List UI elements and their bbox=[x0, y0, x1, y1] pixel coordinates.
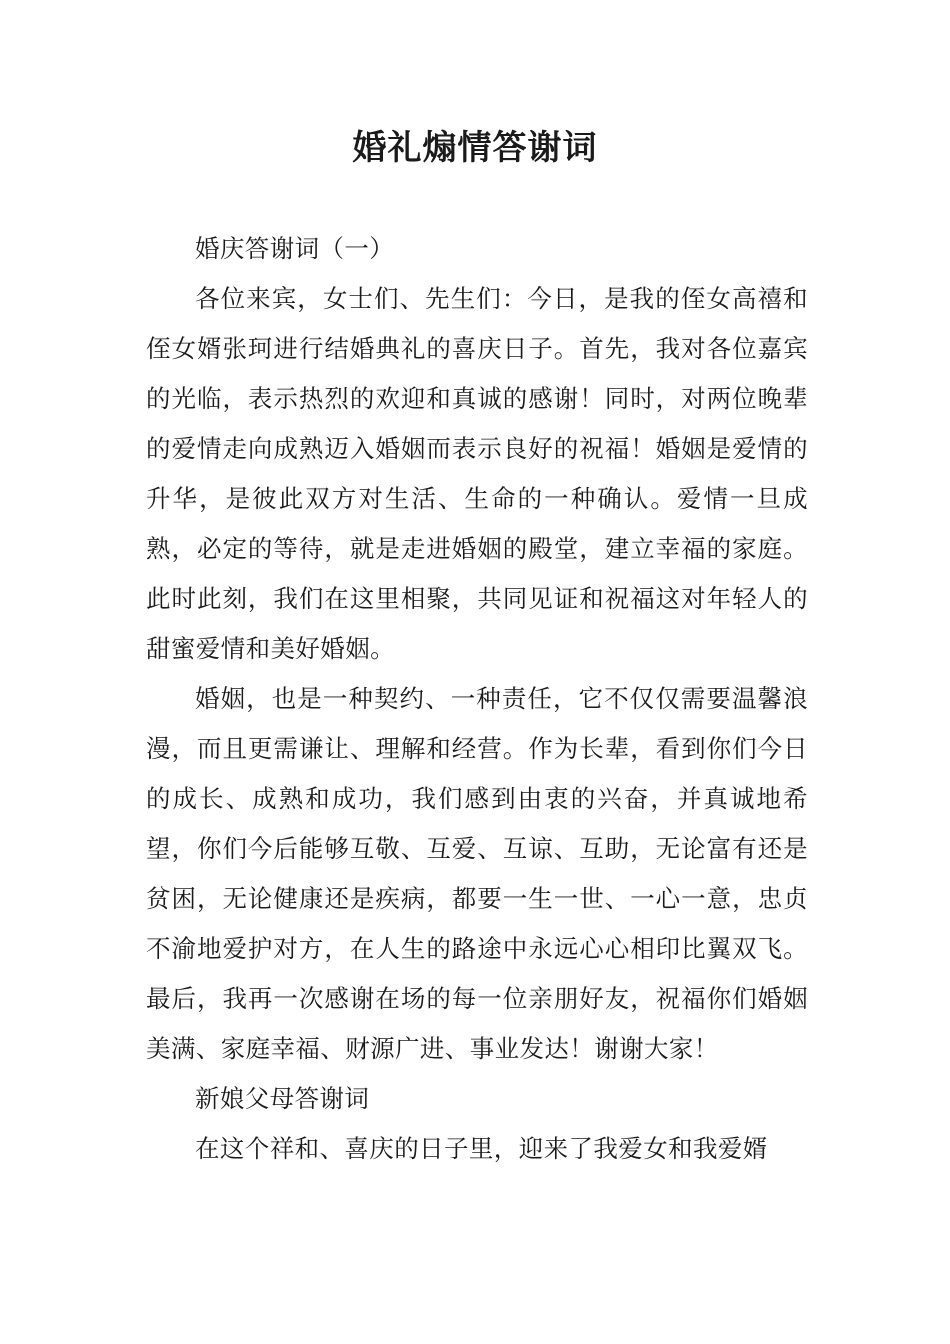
paragraph-1: 各位来宾，女士们、先生们：今日，是我的侄女高禧和侄女婿张珂进行结婚典礼的喜庆日子。首先，我对各位嘉宾的光临，表示热烈的欢迎和真诚的感谢！同时，对两位晚辈的爱情走向成熟迈入婚姻而表示良好的祝福！婚姻是爱情的升华，是彼此双方对生活、生命的一种确认。爱情一旦成熟，必定的等待，就是走进婚姻的殿堂，建立幸福的家庭。此时此刻，我们在这里相聚，共同见证和祝福这对年轻人的甜蜜爱情和美好婚姻。 bbox=[146, 284, 808, 663]
document-title: 婚礼煽情答谢词 bbox=[352, 128, 598, 168]
section-heading-1: 婚庆答谢词（一） bbox=[195, 234, 395, 263]
paragraph-2: 婚姻，也是一种契约、一种责任，它不仅仅需要温馨浪漫，而且更需谦让、理解和经营。作为长辈，看到你们今日的成长、成熟和成功，我们感到由衷的兴奋，并真诚地希望，你们今后能够互敬、互爱、互谅、互助，无论富有还是贫困，无论健康还是疾病，都要一生一世、一心一意，忠贞不渝地爱护对方，在人生的路途中永远心心相印比翼双飞。最后，我再一次感谢在场的每一位亲朋好友，祝福你们婚姻美满、家庭幸福、财源广进、事业发达！谢谢大家！ bbox=[146, 684, 808, 1063]
section-heading-2: 新娘父母答谢词 bbox=[195, 1084, 370, 1113]
paragraph-3: 在这个祥和、喜庆的日子里，迎来了我爱女和我爱婿 bbox=[195, 1134, 768, 1163]
document-body bbox=[146, 224, 808, 1174]
